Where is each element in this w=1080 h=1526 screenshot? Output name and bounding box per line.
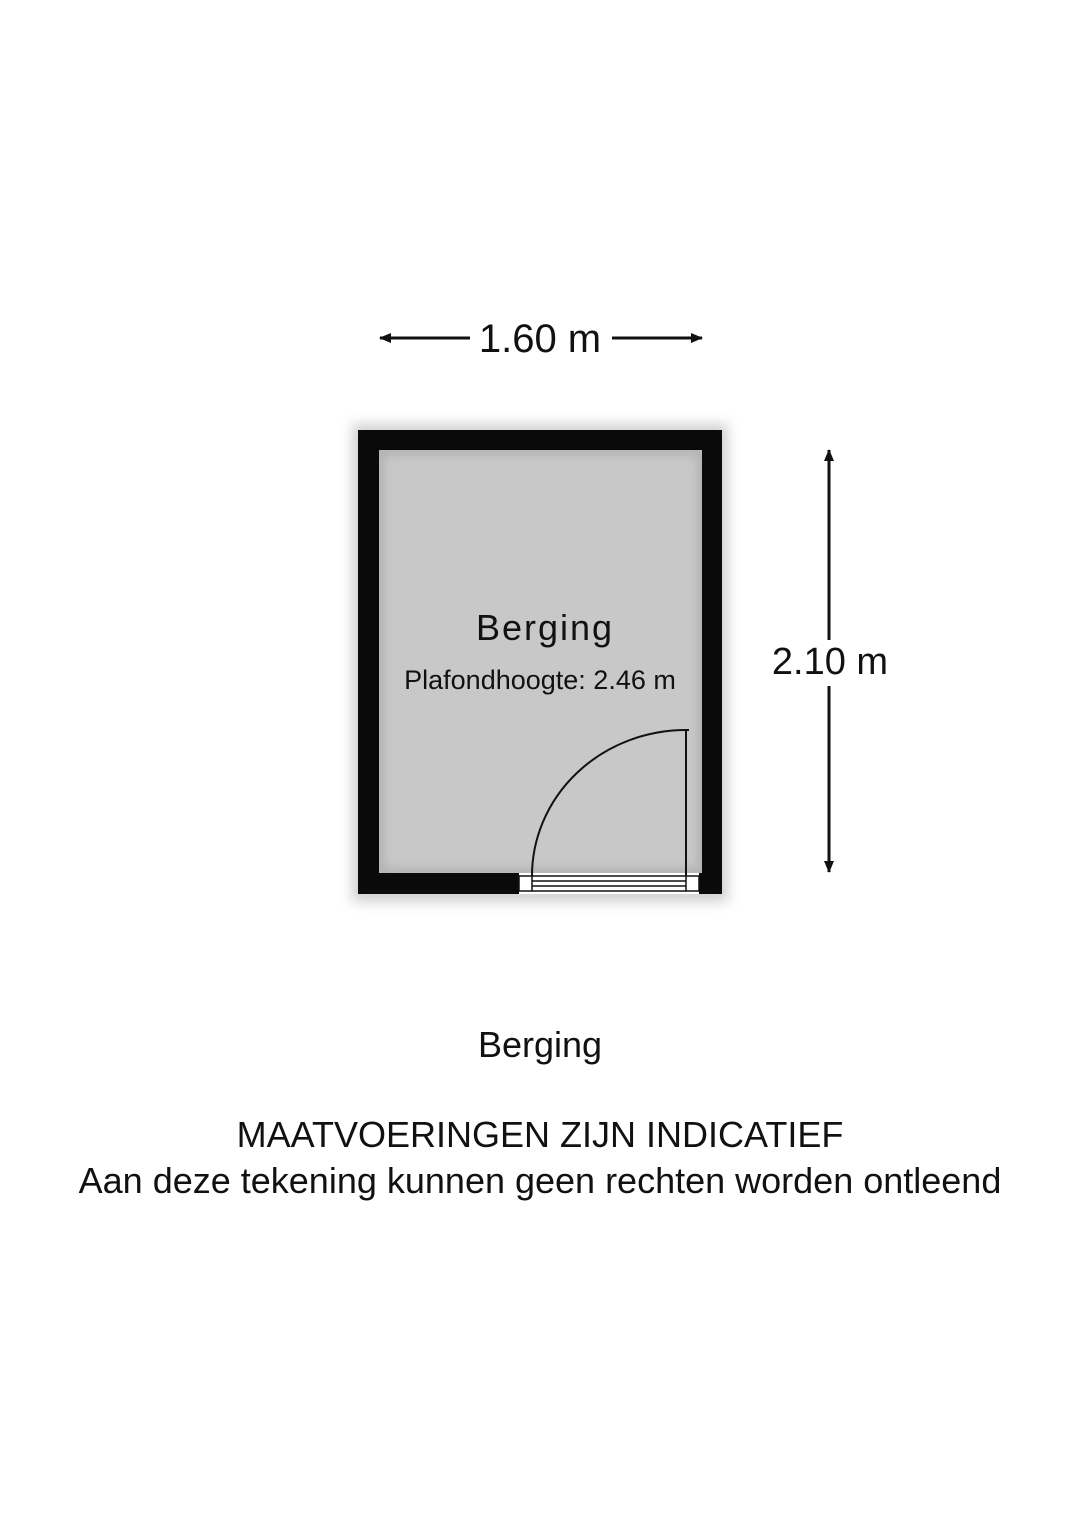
ceiling-height-label: Plafondhoogte: 2.46 m (404, 665, 676, 695)
height-dimension-label: 2.10 m (771, 641, 889, 683)
room-floor (379, 450, 702, 873)
plan-caption: Berging (477, 1024, 603, 1065)
room-name-label: Berging (475, 607, 615, 648)
disclaimer-text: Aan deze tekening kunnen geen rechten worden ontleend (78, 1160, 1002, 1201)
width-dimension-label: 1.60 m (478, 317, 602, 361)
door-opening (519, 873, 699, 894)
disclaimer-heading: MAATVOERINGEN ZIJN INDICATIEF (236, 1114, 844, 1155)
